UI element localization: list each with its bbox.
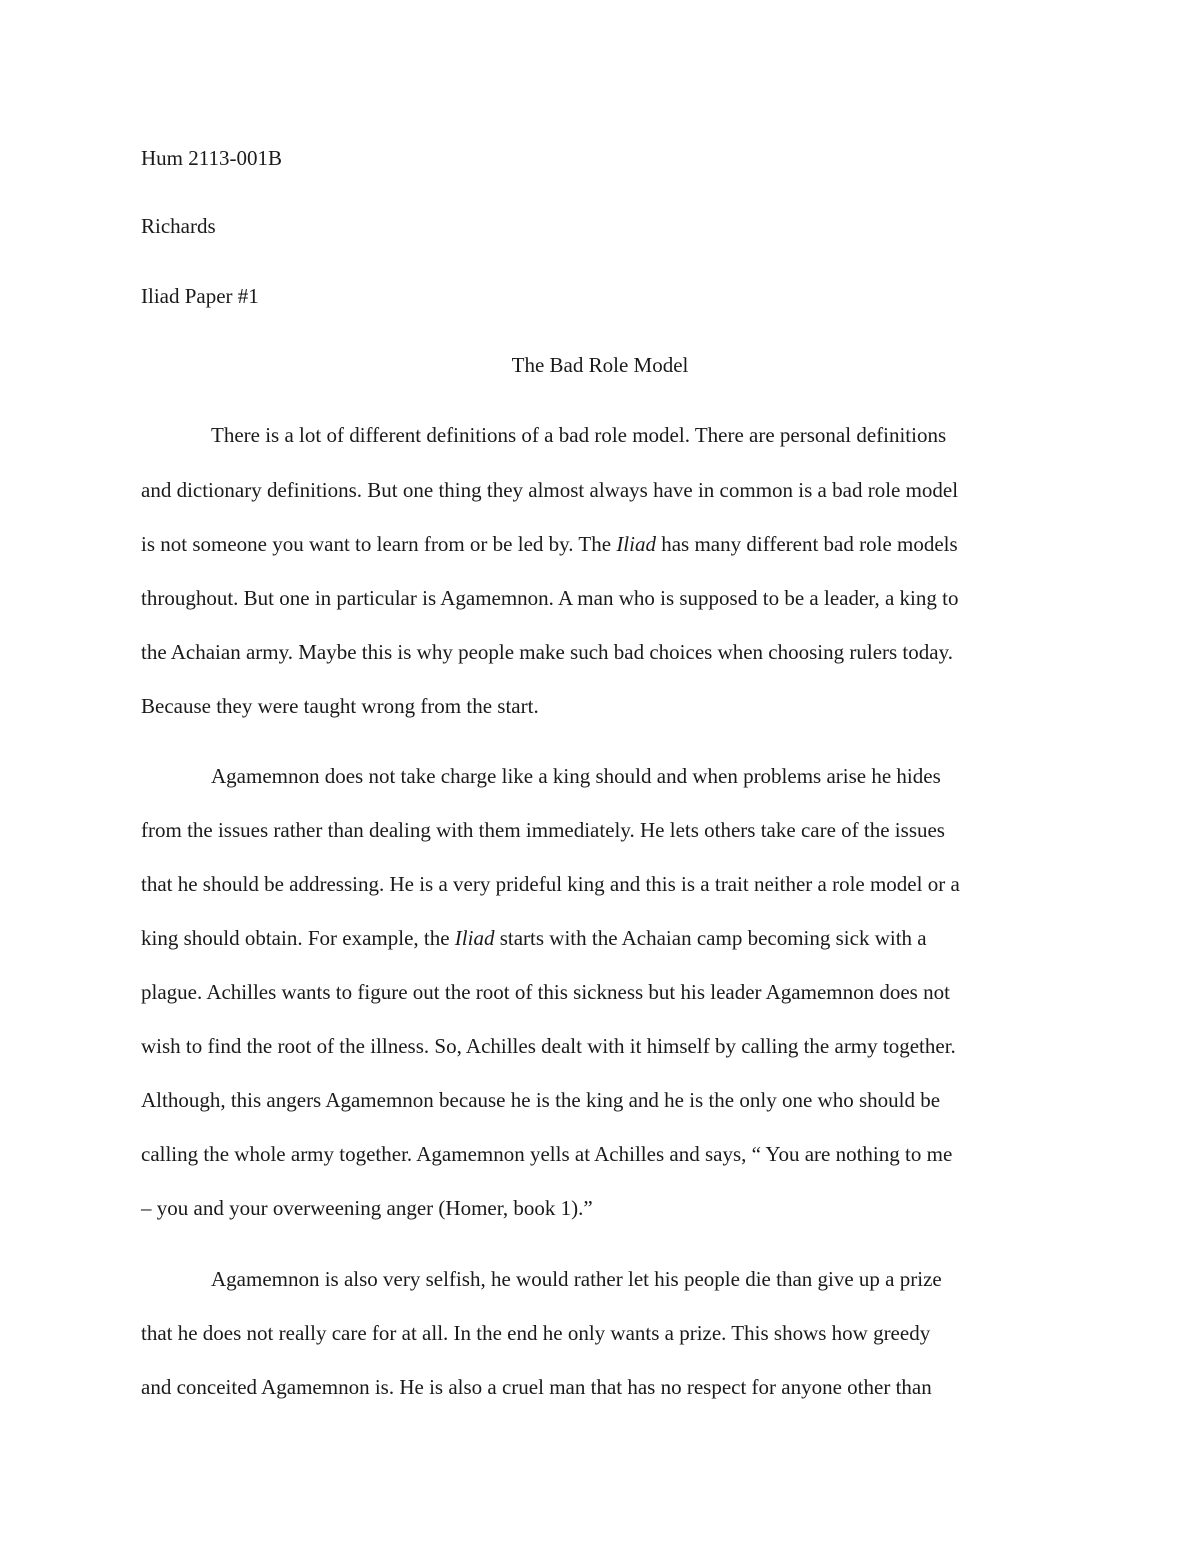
body-line: Agamemnon is also very selfish, he would rather let his people die than give up a prize <box>211 1267 942 1291</box>
text-run: has many different bad role models <box>655 532 958 556</box>
body-line: Agamemnon does not take charge like a king should and when problems arise he hides <box>211 764 941 788</box>
body-line: that he does not really care for at all. In the end he only wants a prize. This shows how greedy <box>141 1321 931 1345</box>
body-line: There is a lot of different definitions of a bad role model. There are personal definitions <box>211 423 947 447</box>
course-line: Hum 2113-001B <box>141 146 282 170</box>
text-run: is not someone you want to learn from or be led by. The <box>141 532 617 556</box>
essay-title: The Bad Role Model <box>511 353 689 377</box>
body-line: – you and your overweening anger (Homer, book 1).” <box>141 1196 593 1220</box>
instructor-line: Richards <box>141 214 216 238</box>
body-line: plague. Achilles wants to figure out the root of this sickness but his leader Agamemnon does not <box>141 980 950 1004</box>
body-line <box>141 926 927 950</box>
body-line: wish to find the root of the illness. So, Achilles dealt with it himself by calling the army together. <box>141 1034 956 1058</box>
body-line: the Achaian army. Maybe this is why people make such bad choices when choosing rulers today. <box>141 640 953 664</box>
italic-book-title: Iliad <box>454 926 495 950</box>
body-line: from the issues rather than dealing with them immediately. He lets others take care of the issues <box>141 818 945 842</box>
text-run: king should obtain. For example, the <box>141 926 455 950</box>
body-line: Because they were taught wrong from the start. <box>141 694 539 718</box>
body-line: throughout. But one in particular is Agamemnon. A man who is supposed to be a leader, a king to <box>141 586 959 610</box>
body-line: and conceited Agamemnon is. He is also a cruel man that has no respect for anyone other than <box>141 1375 932 1399</box>
body-line: Although, this angers Agamemnon because he is the king and he is the only one who should be <box>141 1088 941 1112</box>
assignment-line: Iliad Paper #1 <box>141 284 259 308</box>
body-line: that he should be addressing. He is a very prideful king and this is a trait neither a role model or a <box>141 872 960 896</box>
body-line <box>141 532 958 556</box>
italic-book-title: Iliad <box>616 532 656 556</box>
text-run: starts with the Achaian camp becoming sick with a <box>494 926 927 950</box>
body-line: calling the whole army together. Agamemnon yells at Achilles and says, “ You are nothing to me <box>141 1142 953 1166</box>
body-line: and dictionary definitions. But one thing they almost always have in common is a bad role model <box>141 478 959 502</box>
